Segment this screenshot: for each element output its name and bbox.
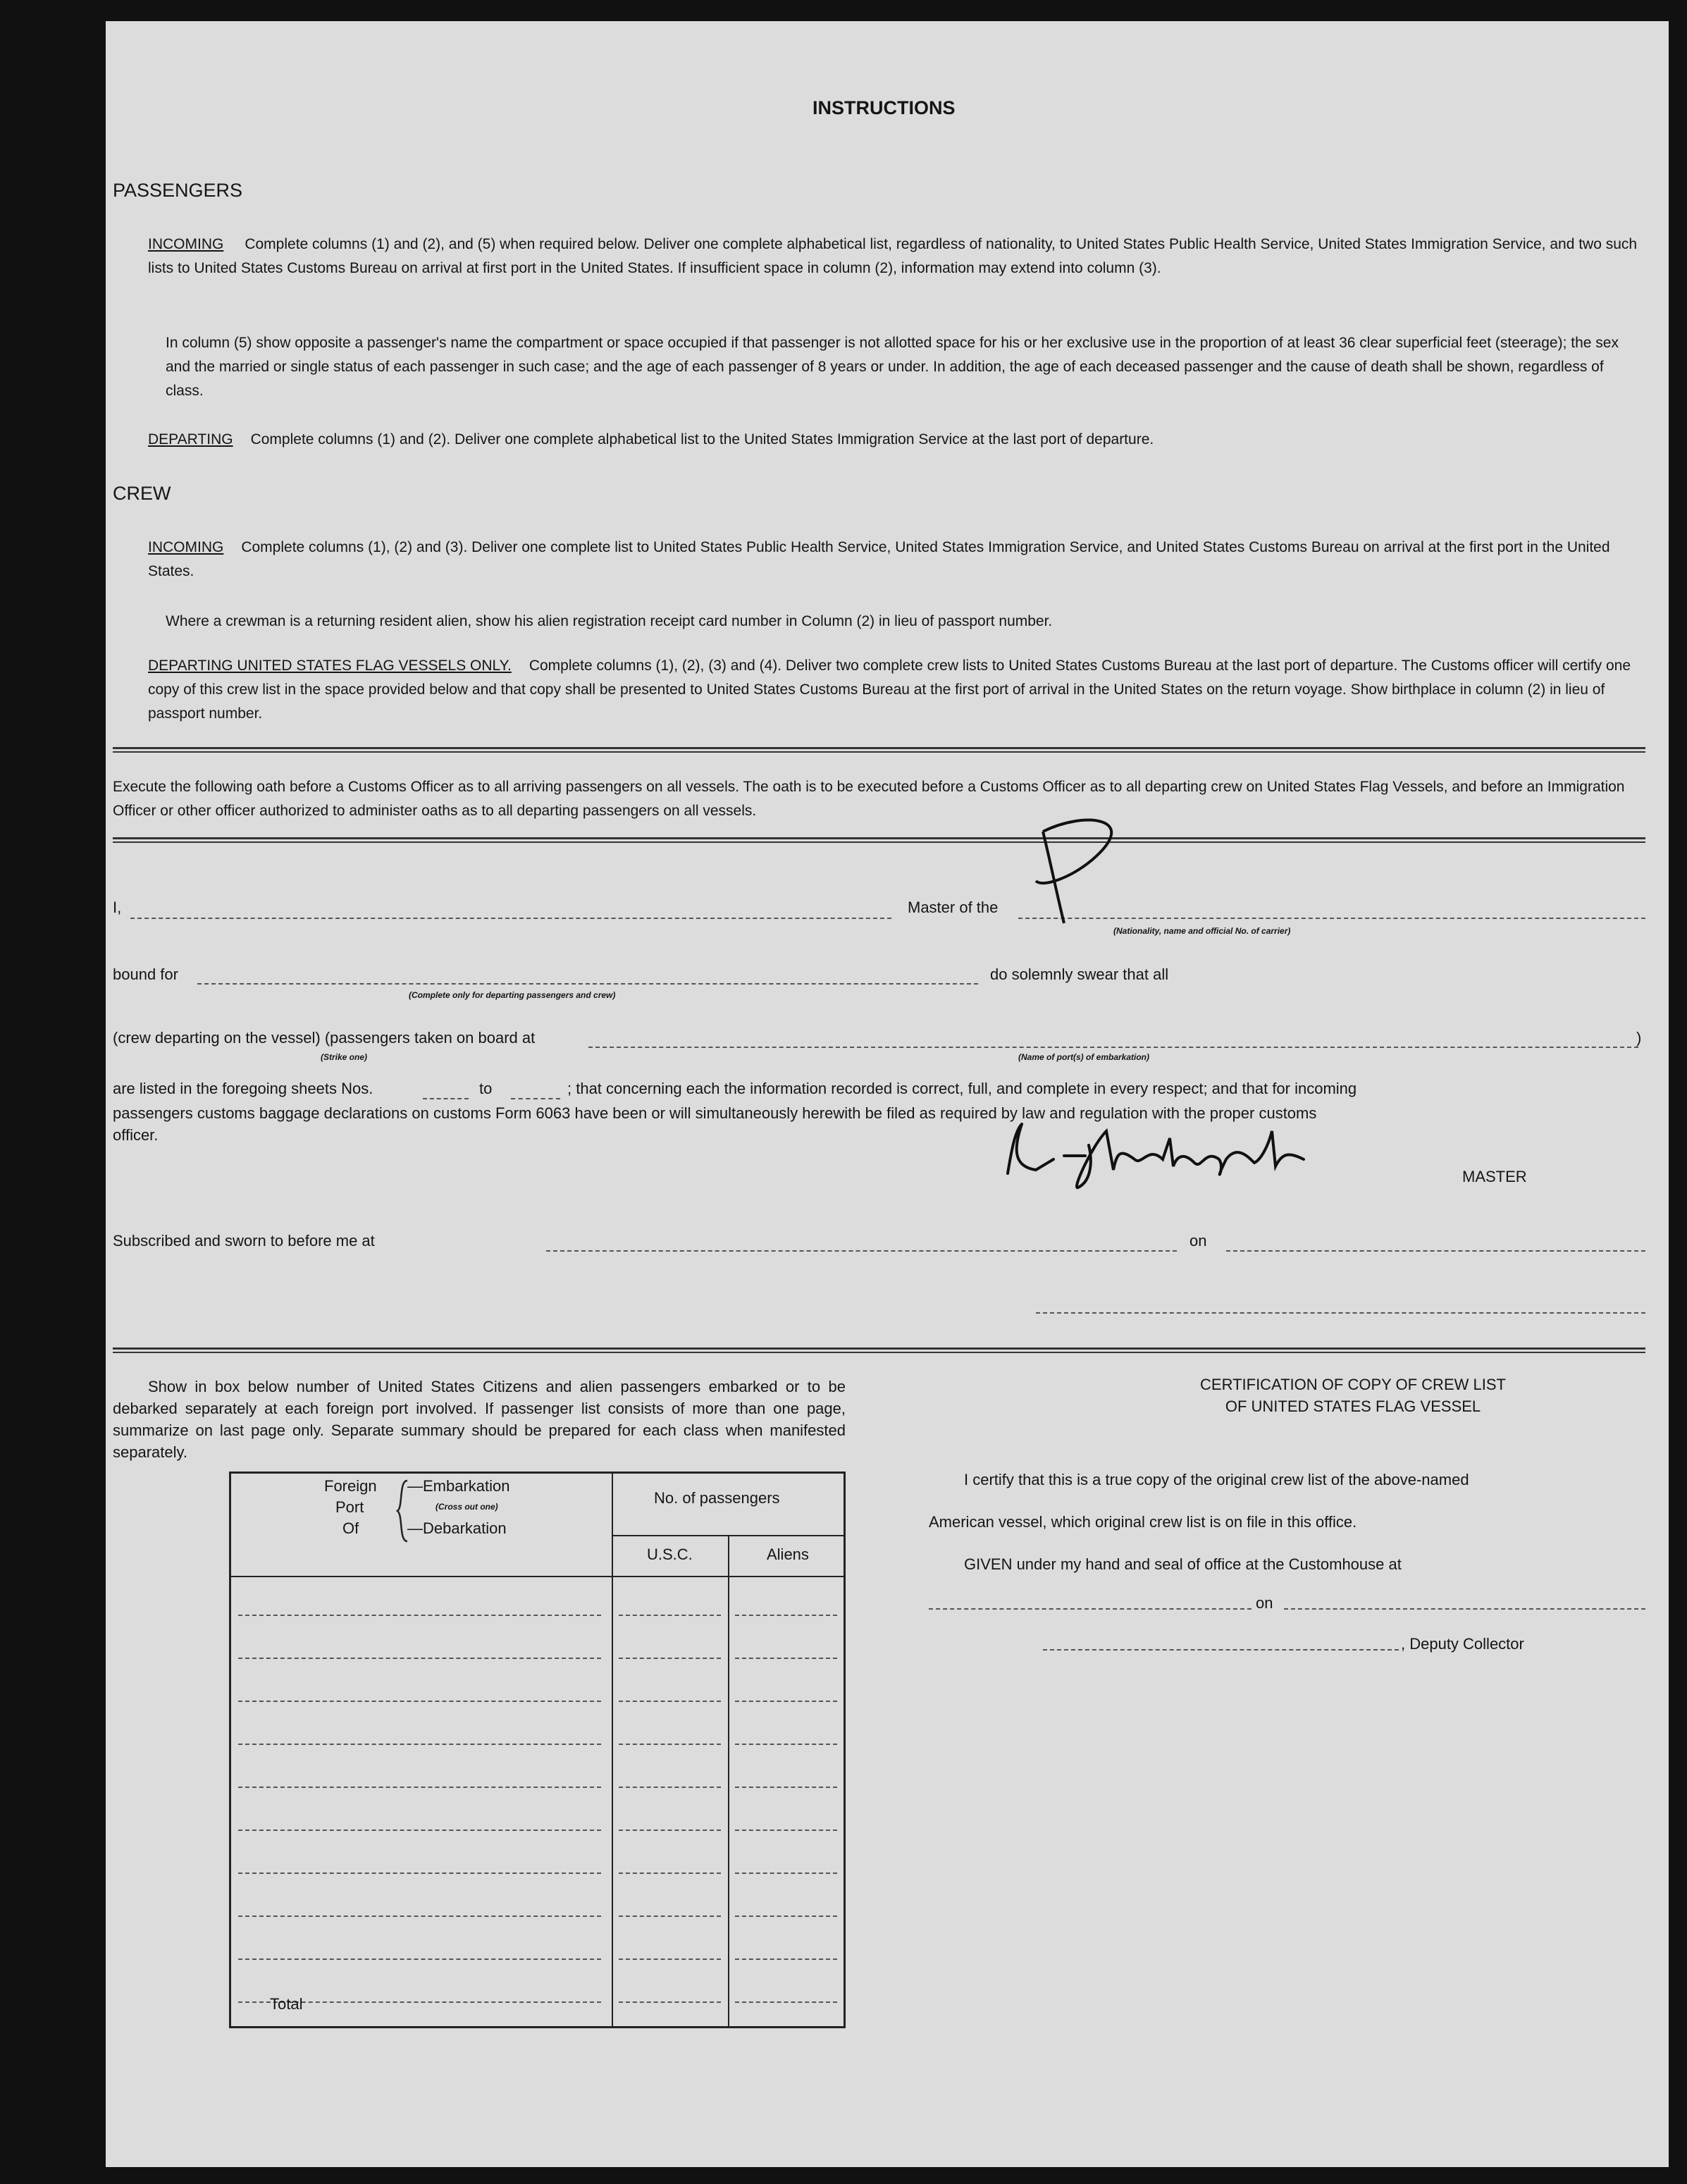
page-title: INSTRUCTIONS	[812, 97, 956, 118]
master-signature	[994, 1117, 1332, 1195]
to-text: to	[479, 1080, 493, 1097]
crew-resident-paragraph: Where a crewman is a returning resident alien, show his alien registration receipt card number in Column (2) in lieu of passport number.	[166, 613, 1053, 629]
usc-entry-field[interactable]	[619, 1658, 721, 1659]
section-divider	[113, 837, 1645, 843]
summary-note: Show in box below number of United States Citizens and alien passengers embarked or to be debarked separately at each foreign port involved. If passenger list consists of more than one page, summarize on last page only. Separate summary should be prepared for each class when manifested separately.	[113, 1378, 846, 1461]
port-entry-field[interactable]	[238, 1830, 601, 1831]
subscribed-place-field[interactable]	[546, 1250, 1177, 1252]
certification-date-field[interactable]	[1284, 1608, 1645, 1610]
port-entry-field[interactable]	[238, 1873, 601, 1874]
port-entry-field[interactable]	[238, 1744, 601, 1745]
subscribed-text: Subscribed and sworn to before me at	[113, 1232, 375, 1250]
usc-entry-field[interactable]	[619, 1615, 721, 1616]
aliens-entry-field[interactable]	[735, 2001, 837, 2003]
listed-line3-text: officer.	[113, 1126, 159, 1144]
table-header-bottom	[231, 1576, 844, 1577]
strike-one-note: (Strike one)	[321, 1052, 368, 1062]
aliens-entry-field[interactable]	[735, 1787, 837, 1788]
master-name-field[interactable]	[130, 918, 891, 919]
certification-title-1: CERTIFICATION OF COPY OF CREW LIST	[1200, 1376, 1506, 1393]
subscribed-on-label: on	[1189, 1232, 1207, 1250]
bound-for-label: bound for	[113, 965, 178, 983]
certification-certify-1: I certify that this is a true copy of the original crew list of the above-named	[964, 1471, 1469, 1488]
passengers-column5-paragraph: In column (5) show opposite a passenger's name the compartment or space occupied if that passenger is not allotted space for his or her exclusive use in the proportion of at least 36 clear superficial feet (steerage); the sex and the married or single status of each passenger in such case; and the age of each passenger of 8 years or under. In addition, the age of each deceased passenger and the cause of death shall be shown, regardless of class.	[166, 335, 1619, 399]
section-divider	[113, 1347, 1645, 1353]
deputy-collector-signature-field[interactable]	[1043, 1649, 1399, 1651]
certification-given: GIVEN under my hand and seal of office at the Customhouse at	[964, 1555, 1402, 1573]
usc-entry-field[interactable]	[619, 1873, 721, 1874]
aliens-entry-field[interactable]	[735, 1830, 837, 1831]
aliens-entry-field[interactable]	[735, 1615, 837, 1616]
aliens-entry-field[interactable]	[735, 1915, 837, 1917]
certification-certify-2: American vessel, which original crew list is on file in this office.	[929, 1513, 1357, 1531]
passengers-incoming-label: INCOMING	[148, 236, 224, 252]
listed-start-text: are listed in the foregoing sheets Nos.	[113, 1080, 373, 1097]
crew-departing-text: Complete columns (1), (2), (3) and (4). Deliver two complete crew lists to United States Customs Bureau at the last port of departure. The Customs officer will certify one copy of this crew list in the space provided below and that copy shall be presented to United States Customs Bureau at the first port of arrival in the United States on the return voyage. Show birthplace in column (2) in lieu of passport number.	[148, 658, 1631, 722]
header-no-of-passengers: No. of passengers	[654, 1489, 780, 1507]
crew-heading: CREW	[113, 483, 171, 504]
sheet-to-field[interactable]	[511, 1098, 560, 1099]
crew-departing-paragraph	[148, 654, 1645, 726]
header-embarkation: —Embarkation	[407, 1477, 510, 1495]
subscribed-date-field[interactable]	[1226, 1250, 1645, 1252]
header-usc: U.S.C.	[647, 1546, 693, 1563]
aliens-entry-field[interactable]	[735, 1658, 837, 1659]
header-cross-out: (Cross out one)	[435, 1502, 498, 1512]
passengers-incoming-paragraph	[148, 233, 1645, 280]
table-total-label: Total	[270, 1995, 303, 2013]
header-debarkation: —Debarkation	[407, 1519, 507, 1537]
port-note: (Name of port(s) of embarkation)	[1018, 1052, 1150, 1062]
port-entry-field[interactable]	[238, 1787, 601, 1788]
usc-entry-field[interactable]	[619, 1701, 721, 1702]
certification-title-2: OF UNITED STATES FLAG VESSEL	[1225, 1398, 1481, 1415]
header-of: Of	[342, 1519, 359, 1537]
passengers-departing-paragraph	[148, 428, 1645, 452]
port-entry-field[interactable]	[238, 1658, 601, 1659]
header-aliens: Aliens	[767, 1546, 809, 1563]
close-paren: )	[1636, 1029, 1642, 1047]
nationality-note: (Nationality, name and official No. of carrier)	[1113, 926, 1291, 936]
passengers-heading: PASSENGERS	[113, 180, 243, 201]
crew-incoming-text: Complete columns (1), (2) and (3). Deliver one complete list to United States Public Health Service, United States Immigration Service, and United States Customs Bureau on arrival at the first port in the United States.	[148, 539, 1610, 579]
header-foreign: Foreign	[324, 1477, 377, 1495]
passengers-incoming-text: Complete columns (1) and (2), and (5) when required below. Deliver one complete alphabetical list, regardless of nationality, to United States Public Health Service, United States Immigration Service, and two such lists to United States Customs Bureau on arrival at first port in the United States. If insufficient space in column (2), information may extend into column (3).	[148, 236, 1638, 276]
form-page	[106, 21, 1669, 2167]
oath-instructions: Execute the following oath before a Customs Officer as to all arriving passengers on all vessels. The oath is to be executed before a Customs Officer as to all departing crew on United States Flag Vessels, and before an Immigration Officer or other officer authorized to administer oaths as to all departing passengers on all vessels.	[113, 779, 1625, 819]
crew-departing-text-line: (crew departing on the vessel) (passengers taken on board at	[113, 1029, 536, 1047]
section-divider	[113, 747, 1645, 753]
table-column-divider	[612, 1474, 613, 2026]
customhouse-field[interactable]	[929, 1608, 1252, 1610]
port-entry-field[interactable]	[238, 1915, 601, 1917]
handwritten-mark	[1001, 810, 1163, 930]
aliens-entry-field[interactable]	[735, 1744, 837, 1745]
oath-i-label: I,	[113, 899, 122, 916]
crew-incoming-paragraph	[148, 536, 1645, 584]
aliens-entry-field[interactable]	[735, 1873, 837, 1874]
table-column-divider	[728, 1535, 729, 2026]
passengers-departing-label: DEPARTING	[148, 431, 233, 448]
port-entry-field[interactable]	[238, 1701, 601, 1702]
usc-entry-field[interactable]	[619, 1830, 721, 1831]
listed-rest-text: ; that concerning each the information recorded is correct, full, and complete in every respect; and that for incoming	[567, 1080, 1357, 1097]
deputy-collector-label: , Deputy Collector	[1401, 1635, 1524, 1653]
bound-for-field[interactable]	[197, 983, 978, 985]
master-of-the-label: Master of the	[908, 899, 999, 916]
aliens-entry-field[interactable]	[735, 1701, 837, 1702]
officer-signature-field[interactable]	[1036, 1312, 1645, 1314]
usc-entry-field[interactable]	[619, 1744, 721, 1745]
listed-line2-text: passengers customs baggage declarations on customs Form 6063 have been or will simultaneously herewith be filed as required by law and regulation with the proper customs	[113, 1104, 1317, 1122]
port-entry-field[interactable]	[238, 1615, 601, 1616]
table-header-divider	[612, 1535, 844, 1536]
usc-entry-field[interactable]	[619, 1958, 721, 1960]
certification-on-label: on	[1256, 1594, 1273, 1612]
passengers-departing-text: Complete columns (1) and (2). Deliver one complete alphabetical list to the United States Immigration Service at the last port of departure.	[250, 431, 1154, 448]
usc-entry-field[interactable]	[619, 2001, 721, 2003]
embarkation-port-field[interactable]	[588, 1047, 1638, 1048]
complete-only-note: (Complete only for departing passengers and crew)	[409, 990, 616, 1000]
usc-entry-field[interactable]	[619, 1787, 721, 1788]
crew-incoming-label: INCOMING	[148, 539, 224, 555]
port-entry-field[interactable]	[238, 1958, 601, 1960]
crew-departing-label: DEPARTING UNITED STATES FLAG VESSELS ONLY.	[148, 658, 512, 674]
master-label: MASTER	[1462, 1168, 1527, 1185]
passenger-summary-table	[229, 1472, 846, 2028]
sheet-from-field[interactable]	[423, 1098, 469, 1099]
aliens-entry-field[interactable]	[735, 1958, 837, 1960]
usc-entry-field[interactable]	[619, 1915, 721, 1917]
swear-text: do solemnly swear that all	[990, 965, 1169, 983]
header-port: Port	[335, 1498, 364, 1516]
